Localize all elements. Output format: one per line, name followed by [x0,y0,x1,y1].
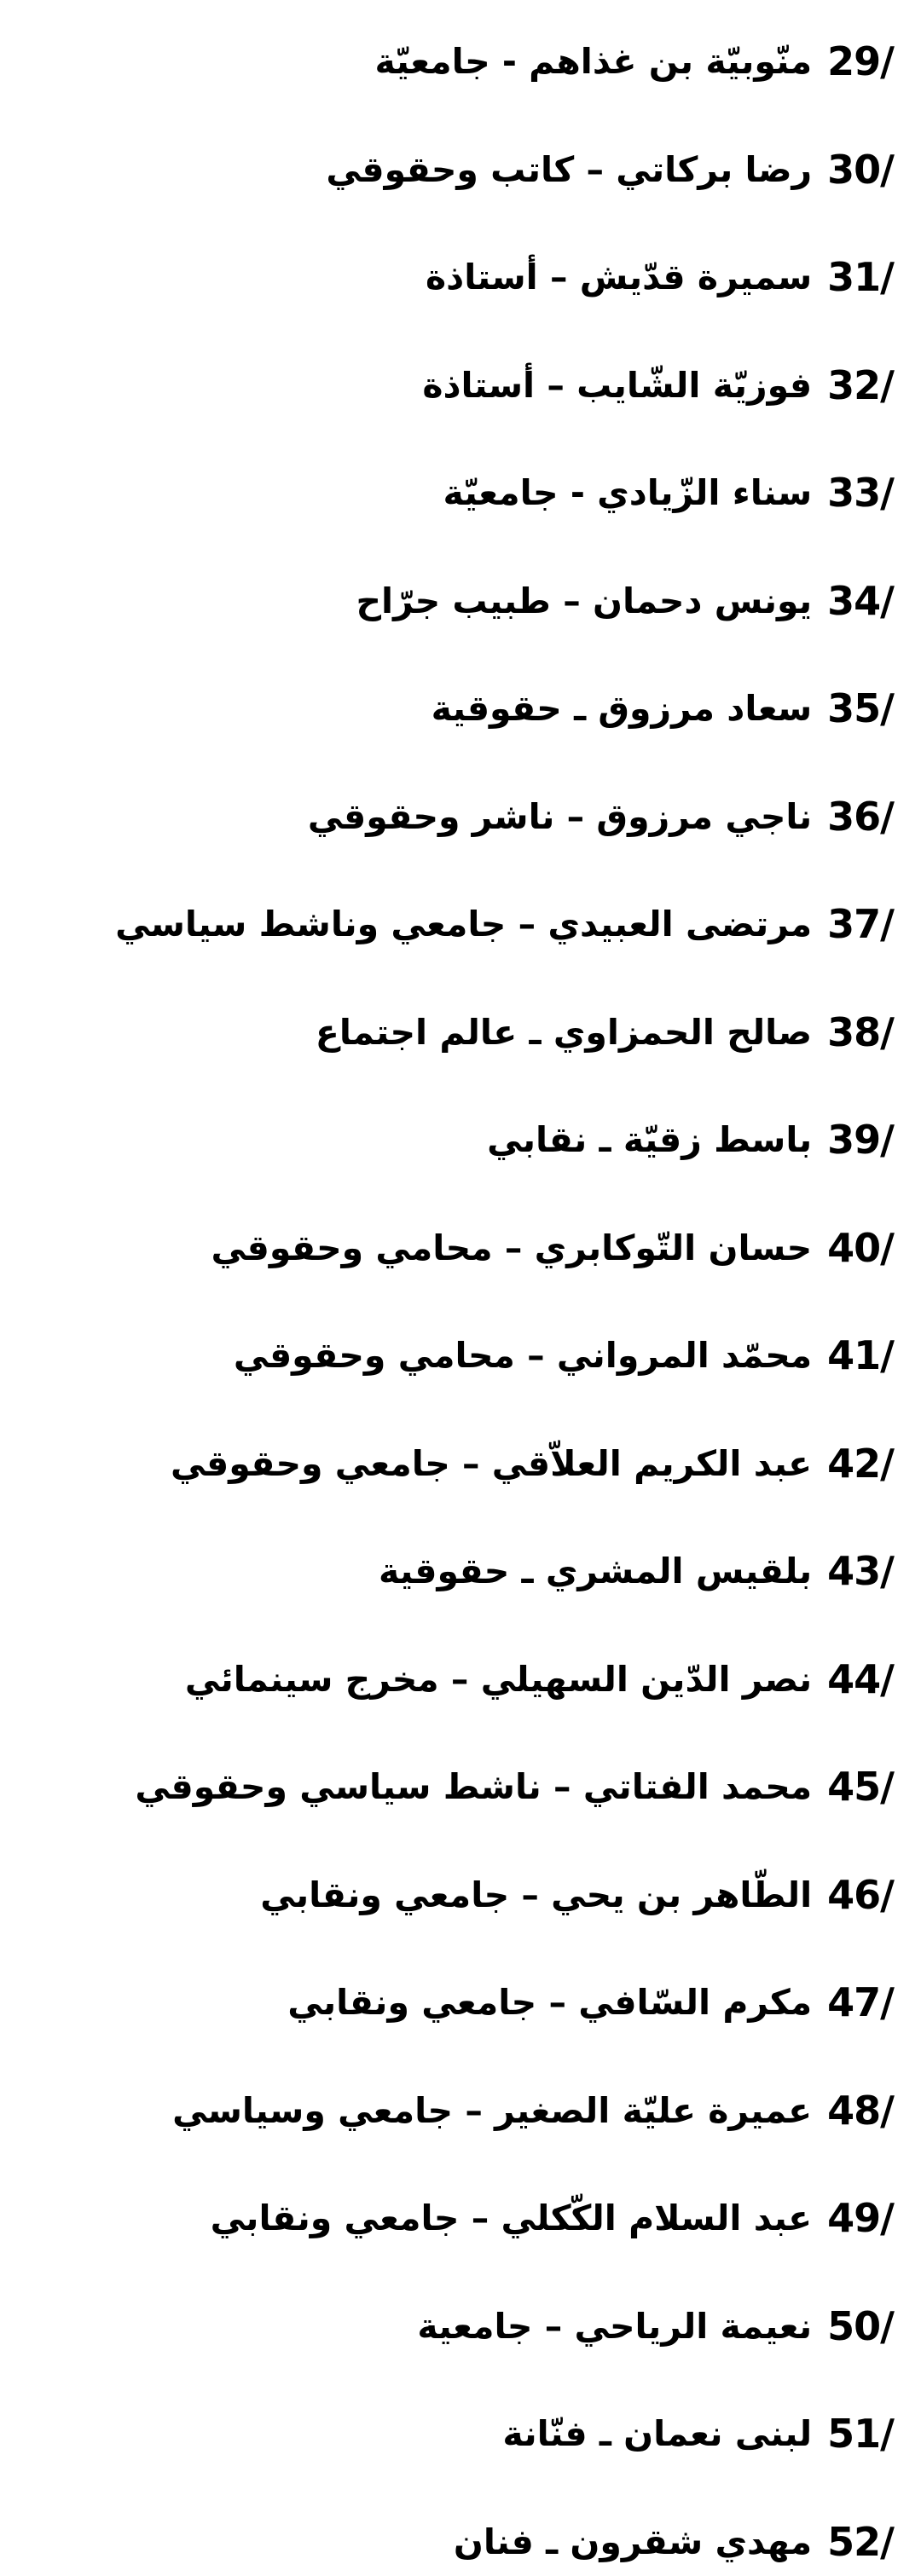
list-item [185,1645,894,1713]
item-text: منّوبيّة بن غذاهم - جامعيّة [374,41,813,82]
item-number: 40/ [827,1224,894,1271]
item-number: 50/ [827,2302,894,2349]
item-text: حسان التّوكابري – محامي وحقوقي [211,1227,813,1268]
list-item [454,2508,894,2576]
list-item [443,459,894,527]
list-item [379,1537,894,1605]
list-item [426,243,894,311]
item-number: 47/ [827,1979,894,2026]
list-item [260,1861,894,1929]
item-text: عميرة عليّة الصغير – جامعي وسياسي [172,2089,813,2131]
item-number: 52/ [827,2519,894,2565]
item-number: 42/ [827,1440,894,1487]
item-number: 36/ [827,793,894,840]
item-number: 39/ [827,1117,894,1164]
list-item [422,351,894,419]
list-item [234,1321,894,1389]
item-text: نصر الدّين السهيلي – مخرج سينمائي [184,1658,813,1700]
item-text: بلقيس المشري ـ حقوقية [379,1551,813,1592]
item-number: 37/ [827,901,894,948]
item-text: الطّاهر بن يحي – جامعي ونقابي [260,1874,813,1915]
list-item [211,2184,894,2252]
item-text: صالح الحمزاوي ـ عالم اجتماع [315,1011,813,1053]
item-text: سناء الزّيادي - جامعيّة [443,472,813,514]
item-text: مرتضى العبيدي – جامعي وناشط سياسي [115,904,813,945]
item-number: 49/ [827,2195,894,2242]
item-number: 44/ [827,1655,894,1702]
list-item [356,567,895,635]
list-item [211,1214,894,1282]
item-number: 30/ [827,146,894,193]
list-item [487,1106,894,1174]
item-number: 35/ [827,685,894,732]
item-number: 41/ [827,1332,894,1379]
list-item [375,27,894,95]
list-item [171,1430,894,1498]
item-text: محمد الفتاتي – ناشط سياسي وحقوقي [135,1766,813,1808]
item-text: يونس دحمان – طبيب جرّاح [356,580,813,621]
item-number: 31/ [827,254,894,301]
list-item [115,890,894,958]
list-item [326,136,894,204]
item-text: فوزيّة الشّايب – أستاذة [422,364,813,406]
list-item [432,674,894,742]
item-text: عبد الكريم العلاّقي – جامعي وحقوقي [170,1442,813,1484]
item-text: عبد السلام الكّكلي – جامعي ونقابي [210,2198,813,2239]
item-text: محمّد المرواني – محامي وحقوقي [233,1335,813,1377]
item-number: 48/ [827,2087,894,2134]
list-item [417,2292,894,2360]
list-item [287,1968,894,2036]
item-text: لبنى نعمان ـ فنّانة [502,2413,813,2455]
item-text: سعاد مرزوق ـ حقوقية [431,688,813,730]
list-item [172,2076,894,2145]
item-text: مهدي شقرون ـ فنان [453,2521,813,2562]
item-text: نعيمة الرياحي – جامعية [417,2305,813,2347]
item-text: باسط زقيّة ـ نقابي [487,1119,813,1161]
item-number: 32/ [827,361,894,408]
list-item [316,998,894,1066]
item-number: 34/ [827,577,894,624]
item-text: ناجي مرزوق – ناشر وحقوقي [307,795,813,837]
item-number: 38/ [827,1008,894,1055]
item-text: رضا بركاتي – كاتب وحقوقي [326,148,813,190]
item-number: 33/ [827,470,894,517]
list-item [308,783,894,851]
item-number: 51/ [827,2411,894,2458]
item-number: 29/ [827,38,894,84]
list-item [502,2400,894,2468]
list-item [135,1753,894,1821]
item-text: مكرم السّافي – جامعي ونقابي [287,1982,813,2024]
item-number: 43/ [827,1548,894,1595]
item-number: 45/ [827,1764,894,1811]
item-number: 46/ [827,1871,894,1918]
item-text: سميرة قدّيش – أستاذة [425,257,813,298]
